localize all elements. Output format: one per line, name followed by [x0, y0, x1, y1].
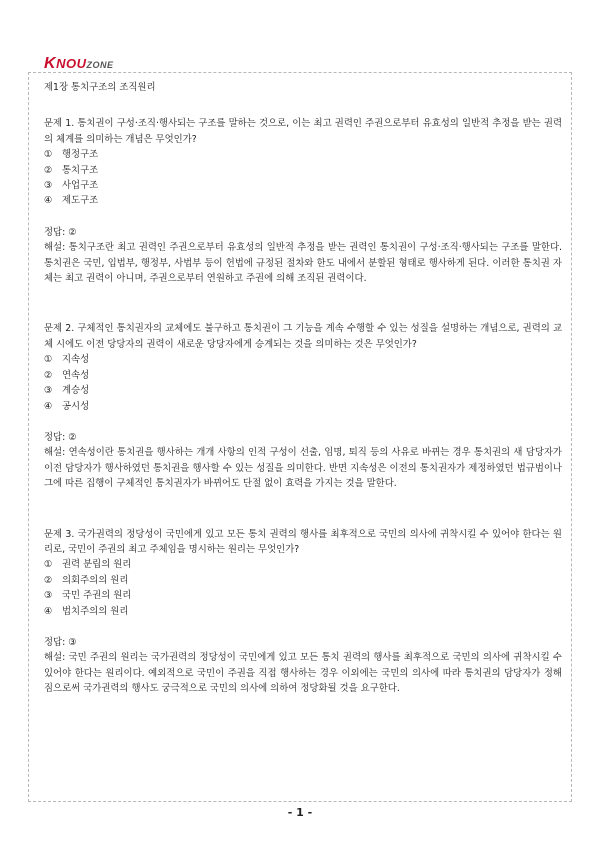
option-item — [44, 557, 562, 572]
option-label: 권력 분립의 원리 — [62, 559, 132, 571]
logo-now: NOU — [56, 56, 87, 71]
option-number: ③ — [44, 180, 53, 192]
question-block-3 — [44, 527, 562, 697]
question-spacer — [44, 286, 562, 321]
option-list — [44, 557, 562, 619]
option-item — [44, 193, 562, 208]
chapter-title: 제1장 통치구조의 조직원리 — [44, 82, 156, 93]
option-number: ③ — [44, 590, 53, 602]
option-number: ② — [44, 574, 53, 586]
explanation-text: 해설: 연속성이란 통치권을 행사하는 개개 사항의 인적 구성이 선출, 임명, 퇴직 등의 사유로 바뀌는 경우 통치권의 새 담당자가 이전 담당자가 행사하였던 통치권을 행사할 수 있는 성질을 의미한다. 반면 지속성은 이전의 통치권자가 제정하였던 법규범이나 그에 따른 집행이 구체적인 통치권자가 바뀌어도 단절 없이 효력을 가지는 것을 말한다. — [44, 447, 562, 490]
option-number: ④ — [44, 605, 53, 617]
option-label: 제도구조 — [62, 195, 99, 207]
option-item — [44, 368, 562, 383]
option-label: 통치구조 — [62, 164, 99, 176]
logo-zone: ZONE — [86, 60, 114, 70]
option-number: ① — [44, 559, 53, 571]
page-number: - 1 - — [287, 806, 313, 819]
question-spacer — [44, 492, 562, 527]
option-list — [44, 147, 562, 209]
option-number: ④ — [44, 195, 53, 207]
answer-line: 정답: ③ — [44, 636, 77, 648]
question-text: 문제 2. 구체적인 통치권자의 교체에도 불구하고 통치권이 그 기능을 계속 수행할 수 있는 성질을 설명하는 개념으로, 권력의 교체 시에도 이전 당당자의 권력이 새로운 당당자에게 승계되는 것을 의미하는 것은 무엇인가? — [44, 323, 562, 350]
option-item — [44, 573, 562, 588]
option-list — [44, 352, 562, 414]
question-block-1 — [44, 116, 562, 286]
option-number: ① — [44, 149, 53, 161]
option-label: 공시성 — [62, 400, 90, 412]
answer-line: 정답: ② — [44, 226, 77, 238]
option-label: 지속성 — [62, 354, 90, 366]
option-number: ④ — [44, 400, 53, 412]
option-label: 계승성 — [62, 385, 90, 397]
option-item — [44, 383, 562, 398]
option-number: ② — [44, 164, 53, 176]
option-number: ① — [44, 354, 53, 366]
question-block-2 — [44, 321, 562, 491]
option-item — [44, 604, 562, 619]
question-text: 문제 1. 통치권이 구성·조직·행사되는 구조를 말하는 것으로, 이는 최고 권력인 주권으로부터 유효성의 일반적 추정을 받는 권력의 체계를 의미하는 개념은 무엇인가? — [44, 118, 562, 145]
question-text: 문제 3. 국가권력의 정당성이 국민에게 있고 모든 통치 권력의 행사를 최후적으로 국민의 의사에 귀착시킬 수 있어야 한다는 원리로, 국민이 주권의 최고 주체임을 명시하는 원리는 무엇인가? — [44, 528, 562, 555]
option-number: ② — [44, 369, 53, 381]
option-label: 국민 주권의 원리 — [62, 590, 132, 602]
logo-k: K — [44, 55, 57, 72]
option-item — [44, 178, 562, 193]
option-label: 연속성 — [62, 369, 90, 381]
option-item — [44, 399, 562, 414]
option-label: 법치주의의 원리 — [62, 605, 129, 617]
explanation-text: 해설: 통치구조란 최고 권력인 주권으로부터 유효성의 일반적 추정을 받는 권력인 통치권이 구성·조직·행사되는 구조를 말한다. 통치권은 국민, 입법부, 행정부, 사법부 등이 헌법에 규정된 절차와 한도 내에서 분할된 형태로 행사하게 된다. 이러한 통치권 자체는 최고 권력이 아니며, 주권으로부터 연원하고 주권에 의해 조직된 권력이다. — [44, 242, 562, 285]
explanation-text: 해설: 국민 주권의 원리는 국가권력의 정당성이 국민에게 있고 모든 통치 권력의 행사를 최후적으로 국민의 의사에 귀착시킬 수 있어야 한다는 원리이다. 예외적으로 국민이 주권을 직접 행사하는 경우 이외에는 국민의 의사에 따라 통치권의 담당자가 정해짐으로써 국가권력의 행사도 궁극적으로 국민의 의사에 의하여 정당화될 것을 요구한다. — [44, 652, 562, 695]
option-label: 의회주의의 원리 — [62, 574, 129, 586]
option-number: ③ — [44, 385, 53, 397]
answer-line: 정답: ② — [44, 431, 77, 443]
document-body — [44, 80, 562, 697]
option-label: 행정구조 — [62, 149, 99, 161]
option-item — [44, 163, 562, 178]
option-item — [44, 352, 562, 367]
option-label: 사업구조 — [62, 180, 99, 192]
option-item — [44, 588, 562, 603]
option-item — [44, 147, 562, 162]
